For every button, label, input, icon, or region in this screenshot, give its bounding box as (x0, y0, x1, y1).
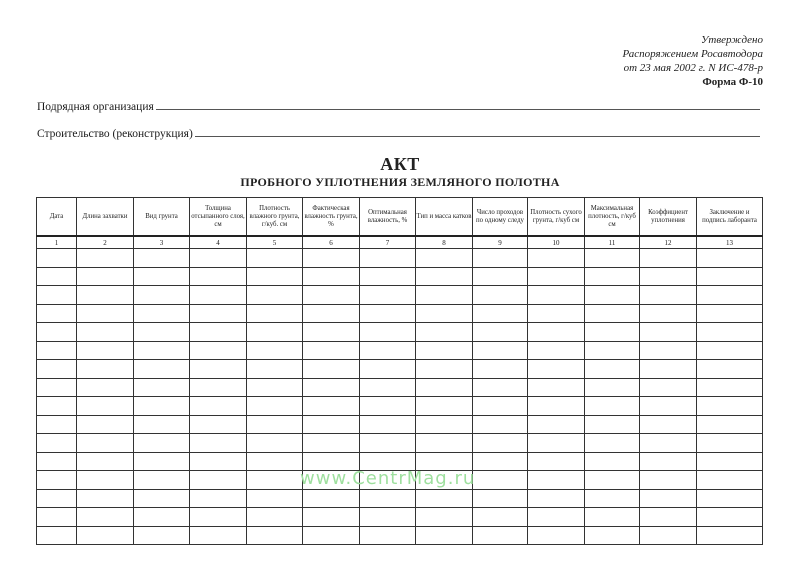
table-cell[interactable] (303, 434, 360, 453)
table-row (37, 360, 763, 379)
table-cell[interactable] (303, 397, 360, 416)
table-cell[interactable] (528, 526, 585, 545)
column-number: 4 (190, 236, 247, 249)
table-cell[interactable] (247, 489, 303, 508)
approval-block (622, 33, 763, 89)
column-number: 3 (134, 236, 190, 249)
table-cell[interactable] (134, 489, 190, 508)
column-number-row (37, 236, 763, 249)
table-cell[interactable] (585, 508, 640, 527)
table-cell[interactable] (416, 360, 473, 379)
table-cell[interactable] (697, 267, 763, 286)
table-cell[interactable] (37, 323, 77, 342)
table-cell[interactable] (190, 397, 247, 416)
table-cell[interactable] (473, 434, 528, 453)
column-number: 8 (416, 236, 473, 249)
table-cell[interactable] (247, 323, 303, 342)
column-number: 11 (585, 236, 640, 249)
table-cell[interactable] (640, 378, 697, 397)
table-cell[interactable] (37, 249, 77, 268)
contractor-label: Подрядная организация (37, 101, 154, 113)
table-cell[interactable] (190, 434, 247, 453)
table-cell[interactable] (473, 378, 528, 397)
table-cell[interactable] (697, 489, 763, 508)
table-cell[interactable] (697, 360, 763, 379)
table-cell[interactable] (697, 286, 763, 305)
table-cell[interactable] (360, 526, 416, 545)
table-cell[interactable] (303, 286, 360, 305)
form-number: Форма Ф-10 (702, 76, 763, 88)
table-cell[interactable] (37, 397, 77, 416)
table-cell[interactable] (190, 489, 247, 508)
table-cell[interactable] (528, 397, 585, 416)
contractor-blank-line (156, 108, 760, 110)
table-cell[interactable] (416, 489, 473, 508)
column-header: Число проходов по одному следу (473, 198, 528, 237)
table-cell[interactable] (697, 452, 763, 471)
table-cell[interactable] (134, 526, 190, 545)
column-number: 6 (303, 236, 360, 249)
table-cell[interactable] (585, 415, 640, 434)
table-cell[interactable] (473, 452, 528, 471)
column-number: 7 (360, 236, 416, 249)
column-header: Коэффициент уплотнения (640, 198, 697, 237)
table-cell[interactable] (37, 304, 77, 323)
table-cell[interactable] (697, 304, 763, 323)
table-cell[interactable] (697, 341, 763, 360)
table-cell[interactable] (190, 267, 247, 286)
table-cell[interactable] (37, 415, 77, 434)
table-row (37, 434, 763, 453)
table-cell[interactable] (360, 397, 416, 416)
table-cell[interactable] (134, 341, 190, 360)
table-cell[interactable] (585, 434, 640, 453)
contractor-field (37, 101, 760, 113)
table-cell[interactable] (134, 508, 190, 527)
table-cell[interactable] (416, 397, 473, 416)
table-cell[interactable] (473, 526, 528, 545)
table-row (37, 397, 763, 416)
table-cell[interactable] (585, 323, 640, 342)
table-cell[interactable] (640, 323, 697, 342)
table-cell[interactable] (303, 415, 360, 434)
table-cell[interactable] (528, 323, 585, 342)
table-cell[interactable] (585, 489, 640, 508)
table-cell[interactable] (640, 304, 697, 323)
table-row (37, 286, 763, 305)
table-cell[interactable] (247, 434, 303, 453)
table-cell[interactable] (697, 434, 763, 453)
table-cell[interactable] (473, 323, 528, 342)
table-cell[interactable] (416, 434, 473, 453)
construction-label: Строительство (реконструкция) (37, 128, 193, 140)
column-header: Фактическая влажность грунта, % (303, 198, 360, 237)
table-cell[interactable] (585, 378, 640, 397)
table-cell[interactable] (528, 508, 585, 527)
table-cell[interactable] (360, 508, 416, 527)
table-cell[interactable] (134, 415, 190, 434)
column-header: Дата (37, 198, 77, 237)
table-cell[interactable] (416, 323, 473, 342)
table-cell[interactable] (134, 434, 190, 453)
table-cell[interactable] (360, 360, 416, 379)
table-cell[interactable] (303, 249, 360, 268)
document-subtitle: ПРОБНОГО УПЛОТНЕНИЯ ЗЕМЛЯНОГО ПОЛОТНА (240, 175, 560, 189)
table-cell[interactable] (77, 397, 134, 416)
table-cell[interactable] (190, 323, 247, 342)
table-cell[interactable] (247, 249, 303, 268)
table-row (37, 267, 763, 286)
table-cell[interactable] (640, 397, 697, 416)
table-cell[interactable] (416, 267, 473, 286)
table-cell[interactable] (134, 267, 190, 286)
table-cell[interactable] (473, 397, 528, 416)
table-cell[interactable] (585, 452, 640, 471)
table-cell[interactable] (190, 452, 247, 471)
table-cell[interactable] (247, 397, 303, 416)
table-cell[interactable] (585, 286, 640, 305)
table-cell[interactable] (190, 286, 247, 305)
table-cell[interactable] (640, 341, 697, 360)
table-cell[interactable] (77, 452, 134, 471)
table-cell[interactable] (303, 341, 360, 360)
table-cell[interactable] (473, 415, 528, 434)
table-cell[interactable] (77, 304, 134, 323)
table-cell[interactable] (190, 360, 247, 379)
table-cell[interactable] (360, 304, 416, 323)
table-cell[interactable] (247, 304, 303, 323)
table-cell[interactable] (37, 267, 77, 286)
table-cell[interactable] (134, 397, 190, 416)
table-cell[interactable] (473, 360, 528, 379)
table-cell[interactable] (77, 286, 134, 305)
table-cell[interactable] (473, 267, 528, 286)
table-row (37, 304, 763, 323)
table-cell[interactable] (528, 378, 585, 397)
table-cell[interactable] (190, 378, 247, 397)
table-cell[interactable] (528, 415, 585, 434)
table-cell[interactable] (77, 526, 134, 545)
table-cell[interactable] (303, 378, 360, 397)
table-cell[interactable] (37, 360, 77, 379)
table-cell[interactable] (360, 286, 416, 305)
table-cell[interactable] (37, 378, 77, 397)
table-cell[interactable] (77, 341, 134, 360)
column-header: Тип и масса катков (416, 198, 473, 237)
table-cell[interactable] (247, 378, 303, 397)
table-cell[interactable] (416, 341, 473, 360)
table-cell[interactable] (640, 267, 697, 286)
table-cell[interactable] (247, 267, 303, 286)
table-cell[interactable] (473, 341, 528, 360)
column-header: Длина захватки (77, 198, 134, 237)
table-cell[interactable] (528, 452, 585, 471)
table-cell[interactable] (134, 378, 190, 397)
column-header: Оптимальная влажность, % (360, 198, 416, 237)
table-cell[interactable] (640, 434, 697, 453)
table-cell[interactable] (303, 360, 360, 379)
table-cell[interactable] (190, 341, 247, 360)
table-cell[interactable] (247, 341, 303, 360)
table-cell[interactable] (585, 360, 640, 379)
column-header: Максимальная плотность, г/куб см (585, 198, 640, 237)
act-table (36, 197, 763, 545)
table-cell[interactable] (640, 360, 697, 379)
table-cell[interactable] (247, 526, 303, 545)
table-cell[interactable] (77, 249, 134, 268)
table-cell[interactable] (134, 304, 190, 323)
watermark: www.CentrMag.ru (300, 468, 476, 489)
column-header: Плотность влажного грунта, г/куб. см (247, 198, 303, 237)
table-cell[interactable] (77, 489, 134, 508)
table-cell[interactable] (247, 286, 303, 305)
document-title: АКТ (380, 154, 420, 174)
table-cell[interactable] (134, 286, 190, 305)
table-cell[interactable] (190, 471, 247, 490)
table-cell[interactable] (77, 267, 134, 286)
column-header: Заключение и подпись лаборанта (697, 198, 763, 237)
column-number: 13 (697, 236, 763, 249)
table-cell[interactable] (134, 249, 190, 268)
table-cell[interactable] (190, 415, 247, 434)
table-cell[interactable] (416, 249, 473, 268)
table-cell[interactable] (37, 452, 77, 471)
table-cell[interactable] (247, 471, 303, 490)
table-cell[interactable] (77, 471, 134, 490)
table-cell[interactable] (416, 304, 473, 323)
table-cell[interactable] (77, 360, 134, 379)
table-cell[interactable] (303, 508, 360, 527)
table-row (37, 526, 763, 545)
table-cell[interactable] (134, 360, 190, 379)
table-cell[interactable] (77, 434, 134, 453)
table-cell[interactable] (77, 415, 134, 434)
table-cell[interactable] (77, 378, 134, 397)
table-cell[interactable] (697, 471, 763, 490)
column-number: 2 (77, 236, 134, 249)
table-cell[interactable] (77, 323, 134, 342)
table-cell[interactable] (585, 249, 640, 268)
table-cell[interactable] (640, 508, 697, 527)
table-row (37, 508, 763, 527)
column-header: Толщина отсыпанного слоя, см (190, 198, 247, 237)
table-row (37, 378, 763, 397)
table-cell[interactable] (528, 360, 585, 379)
table-cell[interactable] (360, 341, 416, 360)
column-number: 10 (528, 236, 585, 249)
table-cell[interactable] (416, 378, 473, 397)
table-cell[interactable] (473, 249, 528, 268)
table-cell[interactable] (640, 452, 697, 471)
table-cell[interactable] (640, 526, 697, 545)
table-cell[interactable] (134, 323, 190, 342)
table-cell[interactable] (247, 415, 303, 434)
table-cell[interactable] (640, 471, 697, 490)
construction-blank-line (195, 135, 760, 137)
table-row (37, 341, 763, 360)
table-cell[interactable] (360, 489, 416, 508)
table-cell[interactable] (640, 286, 697, 305)
table-cell[interactable] (528, 434, 585, 453)
table-cell[interactable] (528, 489, 585, 508)
table-cell[interactable] (37, 471, 77, 490)
table-cell[interactable] (360, 323, 416, 342)
table-cell[interactable] (303, 526, 360, 545)
table-cell[interactable] (303, 267, 360, 286)
table-cell[interactable] (585, 304, 640, 323)
table-cell[interactable] (473, 508, 528, 527)
table-cell[interactable] (528, 249, 585, 268)
table-cell[interactable] (303, 323, 360, 342)
table-cell[interactable] (697, 526, 763, 545)
table-cell[interactable] (416, 415, 473, 434)
table-cell[interactable] (190, 508, 247, 527)
table-cell[interactable] (585, 526, 640, 545)
column-number: 12 (640, 236, 697, 249)
table-cell[interactable] (473, 471, 528, 490)
table-cell[interactable] (190, 249, 247, 268)
approval-line: Утверждено (701, 34, 763, 46)
table-cell[interactable] (360, 249, 416, 268)
table-cell[interactable] (360, 434, 416, 453)
table-cell[interactable] (134, 452, 190, 471)
table-cell[interactable] (585, 267, 640, 286)
table-cell[interactable] (528, 341, 585, 360)
column-header: Плотность сухого грунта, г/куб см (528, 198, 585, 237)
table-cell[interactable] (528, 304, 585, 323)
table-cell[interactable] (360, 415, 416, 434)
column-number: 9 (473, 236, 528, 249)
table-cell[interactable] (303, 489, 360, 508)
table-cell[interactable] (697, 378, 763, 397)
table-cell[interactable] (190, 526, 247, 545)
table-cell[interactable] (77, 508, 134, 527)
table-row (37, 249, 763, 268)
table-cell[interactable] (640, 415, 697, 434)
table-cell[interactable] (360, 267, 416, 286)
table-cell[interactable] (247, 452, 303, 471)
table-cell[interactable] (473, 489, 528, 508)
table-cell[interactable] (585, 397, 640, 416)
table-cell[interactable] (303, 304, 360, 323)
table-cell[interactable] (528, 286, 585, 305)
table-cell[interactable] (416, 526, 473, 545)
table-cell[interactable] (585, 471, 640, 490)
approval-line: Распоряжением Росавтодора (622, 48, 763, 60)
table-cell[interactable] (37, 434, 77, 453)
table-cell[interactable] (360, 378, 416, 397)
table-cell[interactable] (473, 286, 528, 305)
column-header: Вид грунта (134, 198, 190, 237)
approval-line: от 23 мая 2002 г. N ИС-478-р (623, 62, 763, 74)
table-row (37, 489, 763, 508)
column-number: 1 (37, 236, 77, 249)
table-cell[interactable] (416, 508, 473, 527)
table-cell[interactable] (585, 341, 640, 360)
table-cell[interactable] (640, 489, 697, 508)
table-cell[interactable] (37, 508, 77, 527)
table-cell[interactable] (247, 508, 303, 527)
table-cell[interactable] (640, 249, 697, 268)
construction-field (37, 128, 760, 140)
table-cell[interactable] (416, 286, 473, 305)
table-cell[interactable] (528, 267, 585, 286)
table-cell[interactable] (697, 249, 763, 268)
table-cell[interactable] (473, 304, 528, 323)
table-cell[interactable] (697, 397, 763, 416)
table-row (37, 323, 763, 342)
table-row (37, 415, 763, 434)
table-cell[interactable] (134, 471, 190, 490)
table-cell[interactable] (697, 415, 763, 434)
table-cell[interactable] (37, 286, 77, 305)
table-cell[interactable] (190, 304, 247, 323)
table-cell[interactable] (247, 360, 303, 379)
table-cell[interactable] (37, 341, 77, 360)
column-number: 5 (247, 236, 303, 249)
table-cell[interactable] (697, 508, 763, 527)
table-cell[interactable] (37, 489, 77, 508)
table-cell[interactable] (697, 323, 763, 342)
table-cell[interactable] (528, 471, 585, 490)
table-cell[interactable] (37, 526, 77, 545)
table-header-row (37, 198, 763, 237)
